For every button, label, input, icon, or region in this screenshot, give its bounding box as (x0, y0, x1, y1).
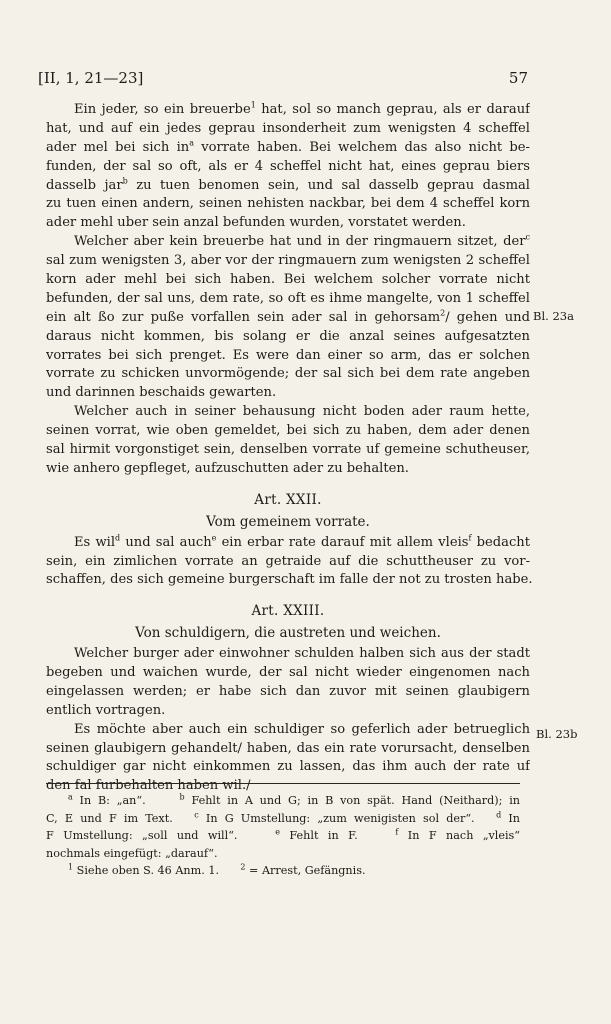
footnote-line: $^1$ Siehe oben S. 46 Anm. 1. $^2$ = Arrest, Gefängnis. (68, 862, 366, 877)
text-line: ader mehl uber sein anzal befunden wurden, vorstatet werden. (46, 215, 466, 231)
article-23-title: Von schuldigern, die austreten und weichen. (135, 625, 441, 642)
text-line: funden, der sal so oft, als er 4 scheffel nicht hat, eines geprau biers (46, 158, 530, 174)
text-line: den fal furbehalten haben wil./ (46, 778, 251, 794)
article-22-title: Vom gemeinem vorrate. (206, 513, 370, 530)
text-line: eingelassen werden; er habe sich dan zuvor mit seinen glaubigern (46, 683, 530, 699)
text-line: vorrates bei sich prenget. Es were dan einer so arm, das er solchen (46, 347, 530, 363)
footnote-line: nochmals eingefügt: „darauf“. (46, 846, 218, 860)
text-line: korn ader mehl bei sich haben. Bei welchem solcher vorrate nicht (46, 272, 530, 288)
text-line: sein, ein zimlichen vorrate an getraide auf die schuttheuser zu vor- (46, 553, 530, 569)
text-line: ein alt ßo zur puße vorfallen sein ader sal in gehorsam$^2$/ gehen und (46, 308, 530, 325)
footnote-line: $^a$ In B: „an“. $^b$ Fehlt in A und G; in B von spät. Hand (Neithard); in (68, 792, 520, 807)
text-line: wie anhero gepfleget, aufzuschutten ader zu behalten. (46, 460, 409, 476)
paragraph-breuerbe (46, 101, 530, 233)
text-line: vorrate zu schicken unvormögende; der sal sich bei dem rate angeben (46, 366, 530, 382)
paragraph-ringmauern (46, 233, 530, 403)
text-line: hat, und auf ein jedes geprau insonderheit zum wenigsten 4 scheffel (46, 120, 530, 136)
text-line: schuldiger gar nicht einkommen zu lassen, das ihm auch der rate uf (46, 759, 530, 775)
margin-note-bl-23a: Bl. 23a (533, 309, 574, 323)
margin-note-bl-23b: Bl. 23b (536, 727, 578, 741)
text-line: schaffen, des sich gemeine burgerschaft im falle der not zu trosten habe. (46, 572, 533, 588)
text-line: zu tuen einen andern, seinen nehisten nackbar, bei dem 4 scheffel korn (46, 196, 530, 212)
footnote-divider (46, 783, 520, 784)
text-line: sal zum wenigsten 3, aber vor der ringmauern zum wenigsten 2 scheffel (46, 253, 530, 269)
text-line: Welcher aber kein breuerbe hat und in der ringmauern sitzet, der$^c$ (74, 233, 530, 250)
text-line: sal hirmit vorgonstiget sein, denselben vorrate uf gemeine schutheuser, (46, 442, 530, 458)
text-line: seinen glaubigern gehandelt/ haben, das ein rate vorursacht, denselben (46, 740, 530, 756)
article-22-text (46, 533, 533, 591)
section-reference: [II, 1, 21—23] (38, 69, 144, 87)
text-line: Es wil$^d$ und sal auch$^e$ ein erbar rate darauf mit allem vleis$^f$ bedacht (74, 533, 530, 550)
text-line: Es möchte aber auch ein schuldiger so geferlich ader betrueglich (74, 721, 530, 737)
paragraph-behausung (46, 403, 530, 479)
text-line: Welcher auch in seiner behausung nicht boden ader raum hette, (74, 404, 530, 420)
text-line: seinen vorrat, wie oben gemeldet, bei sich zu haben, dem ader denen (46, 423, 530, 439)
text-line: ader mel bei sich $in^a$ vorrate haben. Bei welchem das also nicht be- (46, 138, 530, 155)
text-line: Ein jeder, so ein breuerbe$^1$ hat, sol so manch geprau, als er darauf (74, 101, 530, 117)
text-line: befunden, der sal uns, dem rate, so oft es ihme mangelte, von 1 scheffel (46, 290, 530, 306)
text-line: begeben und waichen wurde, der sal nicht wieder eingenomen nach (46, 665, 530, 680)
footnotes (46, 792, 520, 880)
text-line: daraus nicht kommen, bis solang er die anzal seines aufgesatzten (46, 328, 530, 344)
page-number: 57 (508, 69, 528, 87)
running-header (38, 69, 528, 89)
main-text (46, 101, 533, 796)
article-23-paragraph-2 (46, 721, 530, 797)
text-line: und darinnen beschaids gewarten. (46, 385, 277, 401)
text-line: entlich vortragen. (46, 702, 166, 718)
article-23-number: Art. XXIII. (251, 603, 325, 620)
text-line: dasselb jar$^b$ zu tuen benomen sein, und sal dasselb geprau dasmal (46, 176, 530, 193)
text-line: Welcher burger ader einwohner schulden halben sich aus der stadt (74, 646, 530, 662)
article-22-number: Art. XXII. (254, 491, 322, 508)
footnote-line: F Umstellung: „soll und will“. $^e$ Fehlt in F. $^f$ In F nach „vleis“ (46, 827, 520, 842)
article-23-paragraph-1 (46, 645, 530, 721)
footnote-line: C, E und F im Text. $^c$ In G Umstellung: „zum wenigisten sol der“. $^d$ In (46, 809, 520, 825)
